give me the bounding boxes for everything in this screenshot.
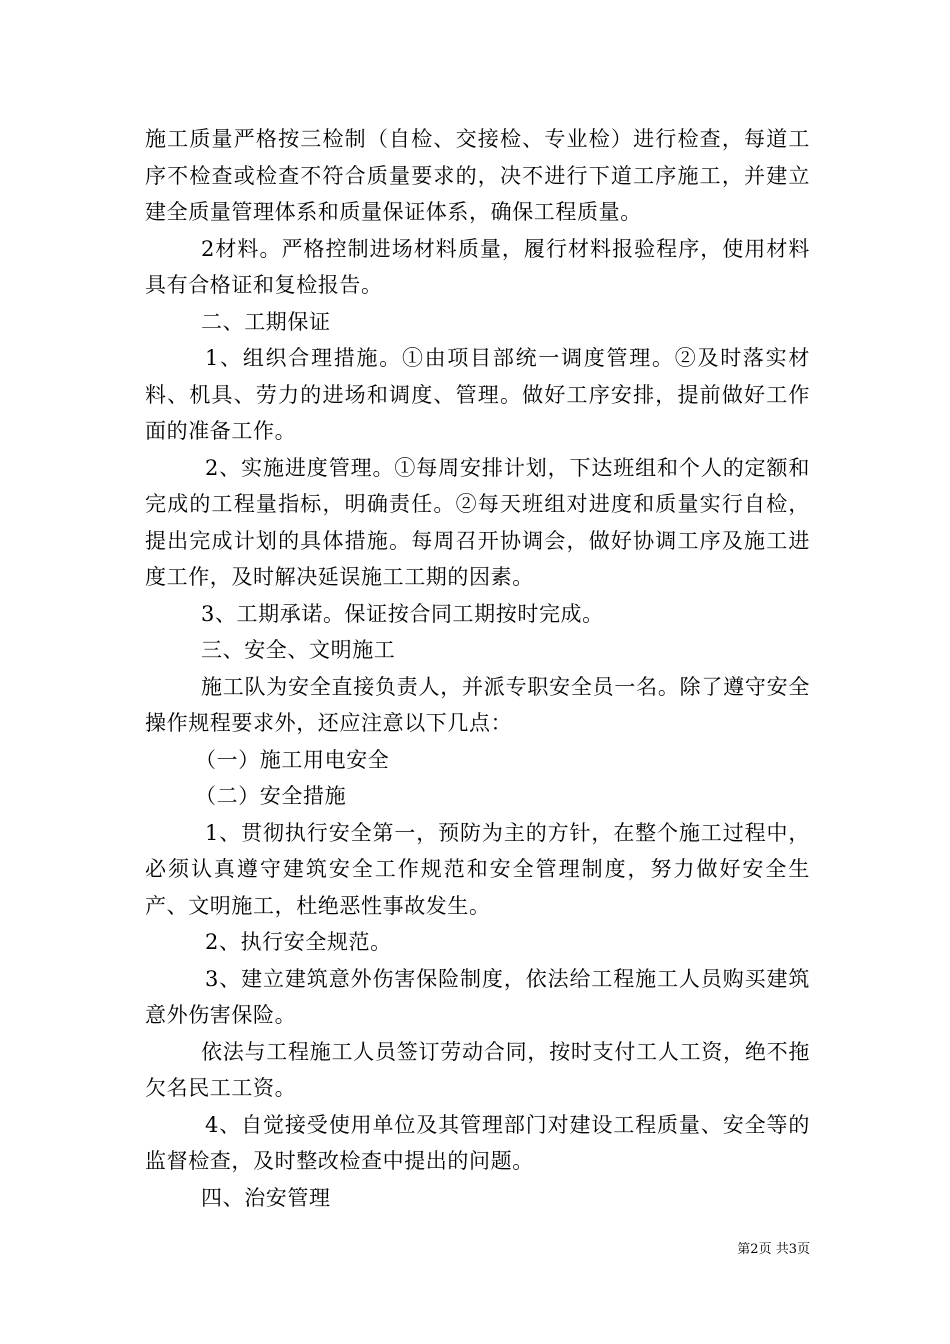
footer-current-page: 2: [750, 1242, 759, 1257]
footer-total-pages: 3: [788, 1242, 797, 1257]
footer-prefix: 第: [737, 1242, 751, 1257]
page-number-footer: [690, 1241, 810, 1259]
heading-safety-civilized-construction: 三、安全、文明施工: [201, 638, 396, 662]
paragraph-progress-management: 2、实施进度管理。①每周安排计划，下达班组和个人的定额和完成的工程量指标，明确责任。②每天班组对进度和质量实行自检，提出完成计划的具体措施。每周召开协调会，做好协调工序及施工进度工作，及时解决延误施工工期的因素。: [145, 455, 810, 589]
paragraph-safety-first-policy: 1、贯彻执行安全第一，预防为主的方针，在整个施工过程中，必须认真遵守建筑安全工作规范和安全管理制度，努力做好安全生产、文明施工，杜绝恶性事故发生。: [145, 820, 810, 918]
heading-public-security: 四、治安管理: [201, 1185, 331, 1210]
paragraph-labor-contract: 依法与工程施工人员签订劳动合同，按时支付工人工资，绝不拖欠名民工工资。: [145, 1039, 810, 1100]
paragraph-schedule-commitment: 3、工期承诺。保证按合同工期按时完成。: [201, 601, 604, 626]
footer-suffix: 页: [796, 1242, 810, 1257]
heading-schedule-guarantee: 二、工期保证: [201, 309, 331, 334]
footer-middle: 页 共: [758, 1242, 789, 1257]
paragraph-organization-measures: 1、组织合理措施。①由项目部统一调度管理。②及时落实材料、机具、劳力的进场和调度、管理。做好工序安排，提前做好工作面的准备工作。: [145, 346, 810, 443]
paragraph-safety-standards: 2、执行安全规范。: [205, 930, 392, 954]
paragraph-safety-responsibility: 施工队为安全直接负责人，并派专职安全员一名。除了遵守安全操作规程要求外，还应注意以下几点：: [145, 674, 810, 735]
paragraph-supervision-inspection: 4、自觉接受使用单位及其管理部门对建设工程质量、安全等的监督检查，及时整改检查中提出的问题。: [145, 1112, 810, 1173]
paragraph-quality-inspection: 施工质量严格按三检制（自检、交接检、专业检）进行检查，每道工序不检查或检查不符合质量要求的，决不进行下道工序施工，并建立建全质量管理体系和质量保证体系，确保工程质量。: [145, 127, 810, 224]
subheading-electrical-safety: （一）施工用电安全: [195, 747, 390, 772]
document-body: [145, 121, 810, 1216]
paragraph-materials: 2材料。严格控制进场材料质量，履行材料报验程序，使用材料具有合格证和复检报告。: [145, 236, 810, 297]
subheading-safety-measures: （二）安全措施: [195, 784, 347, 808]
paragraph-accident-insurance: 3、建立建筑意外伤害保险制度，依法给工程施工人员购买建筑意外伤害保险。: [145, 966, 810, 1027]
